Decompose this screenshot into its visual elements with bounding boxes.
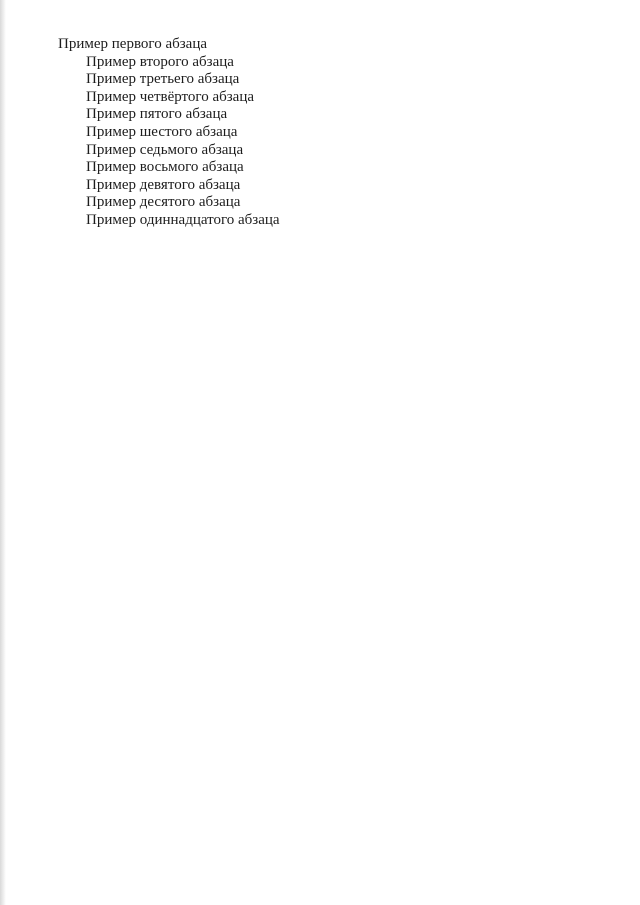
paragraph-5: Пример пятого абзаца: [86, 106, 228, 123]
paragraph-1: Пример первого абзаца: [58, 36, 208, 52]
paragraph-7: Пример седьмого абзаца: [86, 141, 244, 158]
paragraph-10: Пример десятого абзаца: [86, 194, 241, 211]
paragraph-3: Пример третьего абзаца: [86, 71, 240, 88]
paragraph-9: Пример девятого абзаца: [86, 176, 241, 193]
paragraph-8: Пример восьмого абзаца: [86, 159, 244, 176]
paragraph-2: Пример второго абзаца: [86, 53, 234, 70]
paragraph-6: Пример шестого абзаца: [86, 123, 238, 140]
paragraph-11: Пример одиннадцатого абзаца: [86, 211, 280, 228]
scan-edge-shadow: [0, 0, 6, 905]
document-page: [58, 36, 609, 230]
paragraph-4: Пример четвёртого абзаца: [86, 88, 255, 105]
